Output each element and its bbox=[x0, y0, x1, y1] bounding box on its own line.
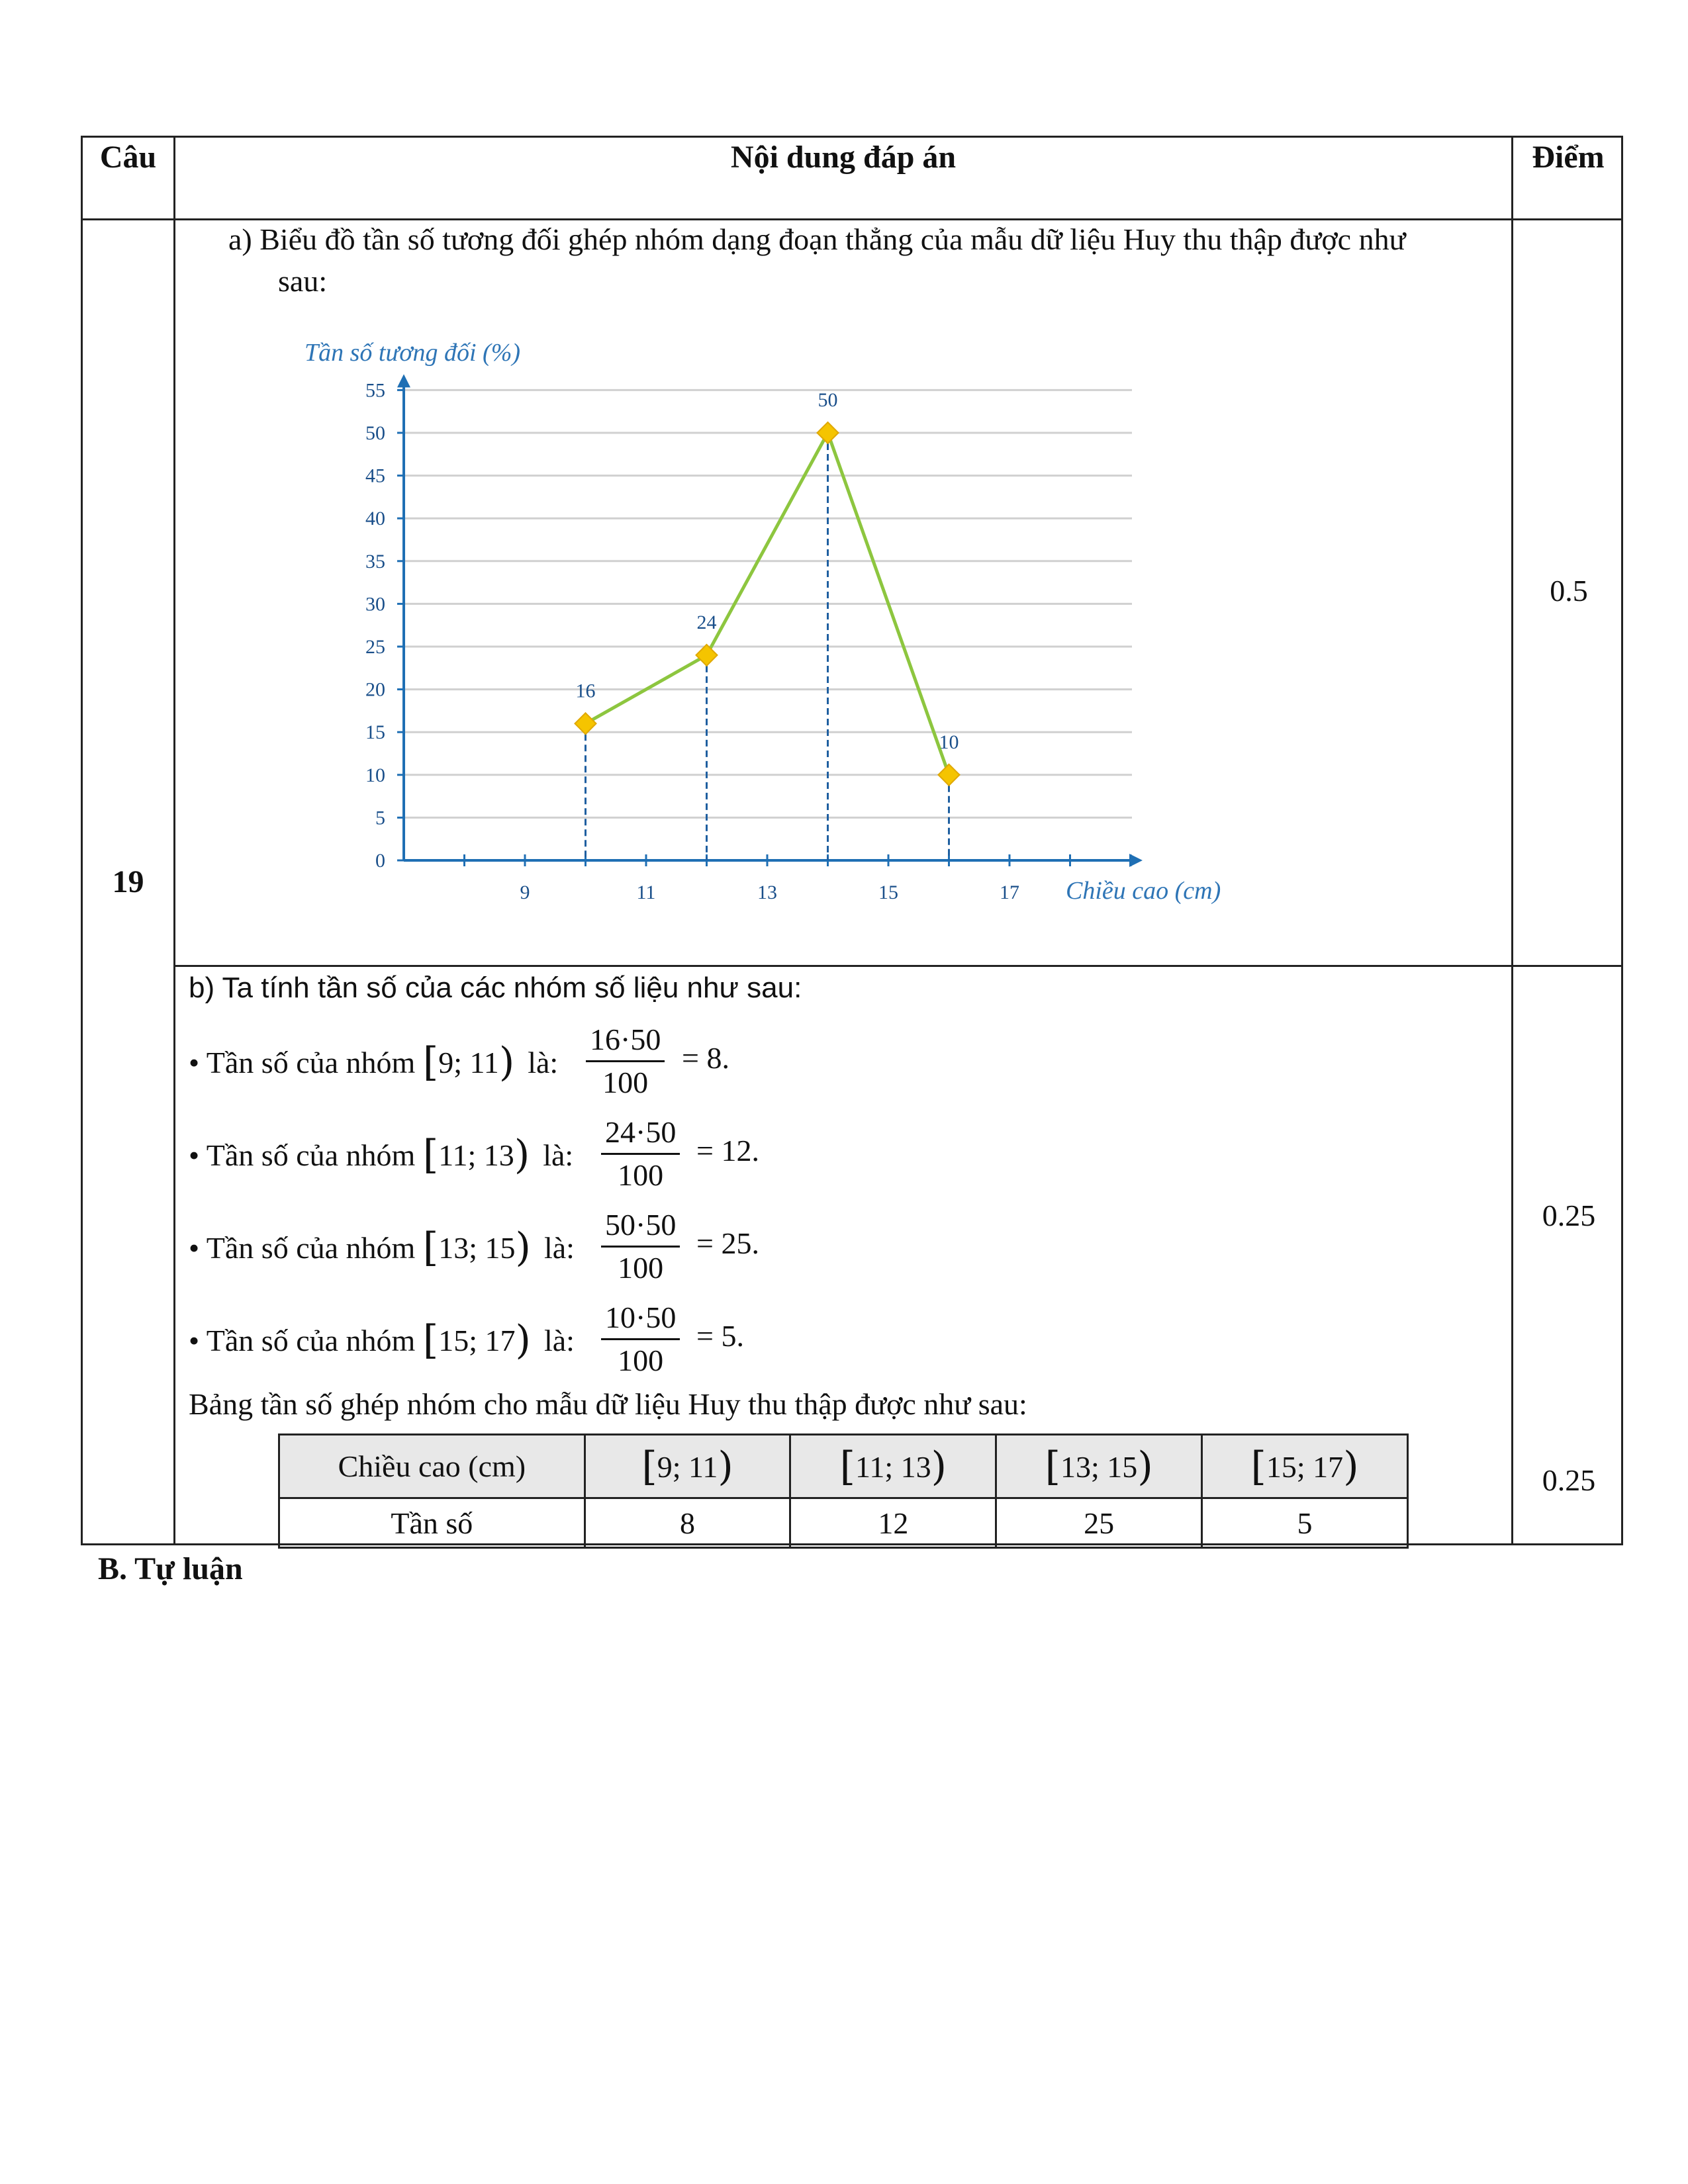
frequency-fraction bbox=[601, 1205, 680, 1289]
frequency-result: = 8. bbox=[682, 1041, 729, 1075]
fraction-numerator: 50·50 bbox=[601, 1205, 680, 1248]
y-tick-label: 40 bbox=[365, 508, 385, 530]
interval-open-bracket: [ bbox=[422, 1039, 439, 1085]
question-number: 19 bbox=[112, 864, 144, 899]
data-label: 16 bbox=[575, 680, 596, 702]
part-b-score-1: 0.25 bbox=[1542, 1199, 1596, 1232]
x-tick-label: 9 bbox=[520, 882, 530, 903]
part-a-text-line1: a) Biểu đồ tần số tương đối ghép nhóm dạng đoạn thẳng của mẫu dữ liệu Huy thu thập được như bbox=[228, 222, 1406, 256]
frequency-table-header-cell: [15; 17) bbox=[1202, 1435, 1408, 1498]
interval-close-bracket: ) bbox=[515, 1224, 531, 1271]
frequency-table-cell: 12 bbox=[790, 1498, 996, 1548]
frequency-table-cell: 5 bbox=[1202, 1498, 1408, 1548]
frequency-item bbox=[189, 1224, 575, 1271]
table-divider-part-b bbox=[173, 965, 1623, 967]
frequency-polygon-chart bbox=[291, 331, 1284, 960]
y-axis-title: Tần số tương đối (%) bbox=[305, 339, 521, 367]
frequency-result: = 5. bbox=[696, 1319, 744, 1353]
frequency-item-prefix: • Tần số của nhóm bbox=[189, 1324, 423, 1357]
y-tick-label: 25 bbox=[365, 636, 385, 658]
interval-close-bracket: ) bbox=[515, 1317, 531, 1363]
data-label: 50 bbox=[818, 389, 838, 411]
data-label: 24 bbox=[696, 611, 717, 633]
y-tick-label: 30 bbox=[365, 593, 385, 615]
part-b-score-2: 0.25 bbox=[1542, 1463, 1596, 1497]
data-point-marker bbox=[818, 422, 839, 443]
section-title-tu-luan: B. Tự luận bbox=[98, 1551, 243, 1586]
y-tick-label: 20 bbox=[365, 678, 385, 701]
y-tick-label: 35 bbox=[365, 550, 385, 572]
interval-close-bracket: ) bbox=[514, 1132, 530, 1178]
frequency-table-header-cell: [9; 11) bbox=[585, 1435, 790, 1498]
frequency-item-la: là: bbox=[543, 1231, 575, 1265]
frequency-fraction bbox=[586, 1019, 665, 1103]
frequency-item-interval: 9; 11 bbox=[438, 1046, 499, 1079]
frequency-table-intro: Bảng tần số ghép nhóm cho mẫu dữ liệu Huy thu thập được như sau: bbox=[189, 1387, 1027, 1421]
table-divider-col1 bbox=[173, 136, 175, 1545]
frequency-item-la: là: bbox=[543, 1324, 575, 1357]
frequency-fraction bbox=[601, 1112, 680, 1196]
fraction-numerator: 16·50 bbox=[586, 1019, 665, 1062]
interval-open-bracket: [ bbox=[422, 1132, 439, 1178]
x-tick-label: 13 bbox=[757, 882, 777, 903]
part-a-text-line2: sau: bbox=[278, 264, 328, 298]
y-axis-arrow bbox=[397, 374, 410, 387]
table-divider-col2 bbox=[1511, 136, 1513, 1545]
header-noi-dung: Nội dung đáp án bbox=[730, 140, 957, 175]
part-b-intro: b) Ta tính tần số của các nhóm số liệu như sau: bbox=[189, 972, 802, 1004]
fraction-numerator: 24·50 bbox=[601, 1112, 680, 1155]
frequency-item-interval: 15; 17 bbox=[438, 1324, 516, 1357]
frequency-table-row bbox=[279, 1498, 1408, 1548]
interval-open-bracket: [ bbox=[422, 1224, 439, 1271]
frequency-table-cell: Tần số bbox=[279, 1498, 585, 1548]
part-a-score: 0.5 bbox=[1550, 574, 1588, 608]
frequency-item-prefix: • Tần số của nhóm bbox=[189, 1231, 423, 1265]
frequency-item-prefix: • Tần số của nhóm bbox=[189, 1138, 423, 1172]
y-tick-label: 45 bbox=[365, 465, 385, 487]
frequency-item bbox=[189, 1132, 573, 1178]
frequency-item bbox=[189, 1039, 558, 1085]
header-diem: Điểm bbox=[1532, 140, 1605, 175]
table-divider-header bbox=[81, 218, 1623, 220]
frequency-table bbox=[278, 1433, 1409, 1549]
frequency-item-interval: 11; 13 bbox=[438, 1138, 514, 1172]
frequency-item-interval: 13; 15 bbox=[438, 1231, 516, 1265]
fraction-numerator: 10·50 bbox=[601, 1297, 680, 1340]
y-tick-label: 55 bbox=[365, 379, 385, 402]
x-tick-label: 15 bbox=[878, 882, 898, 903]
frequency-table-header-cell: [13; 15) bbox=[996, 1435, 1202, 1498]
x-axis-title: Chiều cao (cm) bbox=[1066, 877, 1221, 905]
fraction-denominator: 100 bbox=[602, 1066, 649, 1099]
data-label: 10 bbox=[939, 731, 959, 753]
data-point-marker bbox=[575, 713, 596, 734]
y-tick-label: 5 bbox=[375, 807, 385, 829]
frequency-result: = 25. bbox=[696, 1226, 759, 1260]
frequency-item bbox=[189, 1317, 575, 1363]
interval-open-bracket: [ bbox=[422, 1317, 439, 1363]
fraction-denominator: 100 bbox=[618, 1251, 664, 1285]
frequency-item-la: là: bbox=[543, 1138, 574, 1172]
frequency-table-header-cell: Chiều cao (cm) bbox=[279, 1435, 585, 1498]
frequency-table-cell: 25 bbox=[996, 1498, 1202, 1548]
frequency-table-header-row bbox=[279, 1435, 1408, 1498]
frequency-table-cell: 8 bbox=[585, 1498, 790, 1548]
fraction-denominator: 100 bbox=[618, 1343, 664, 1377]
frequency-fraction bbox=[601, 1297, 680, 1381]
frequency-item-prefix: • Tần số của nhóm bbox=[189, 1046, 423, 1079]
data-point-marker bbox=[696, 645, 718, 666]
frequency-item-la: là: bbox=[528, 1046, 559, 1079]
y-tick-label: 50 bbox=[365, 422, 385, 444]
header-cau: Câu bbox=[99, 140, 157, 175]
y-tick-label: 15 bbox=[365, 721, 385, 744]
y-tick-label: 0 bbox=[375, 850, 385, 872]
x-tick-label: 11 bbox=[636, 882, 656, 903]
frequency-result: = 12. bbox=[696, 1134, 759, 1167]
frequency-table-header-cell: [11; 13) bbox=[790, 1435, 996, 1498]
y-tick-label: 10 bbox=[365, 764, 385, 786]
fraction-denominator: 100 bbox=[618, 1158, 664, 1192]
interval-close-bracket: ) bbox=[498, 1039, 515, 1085]
x-tick-label: 17 bbox=[1000, 882, 1019, 903]
data-point-marker bbox=[939, 764, 960, 786]
